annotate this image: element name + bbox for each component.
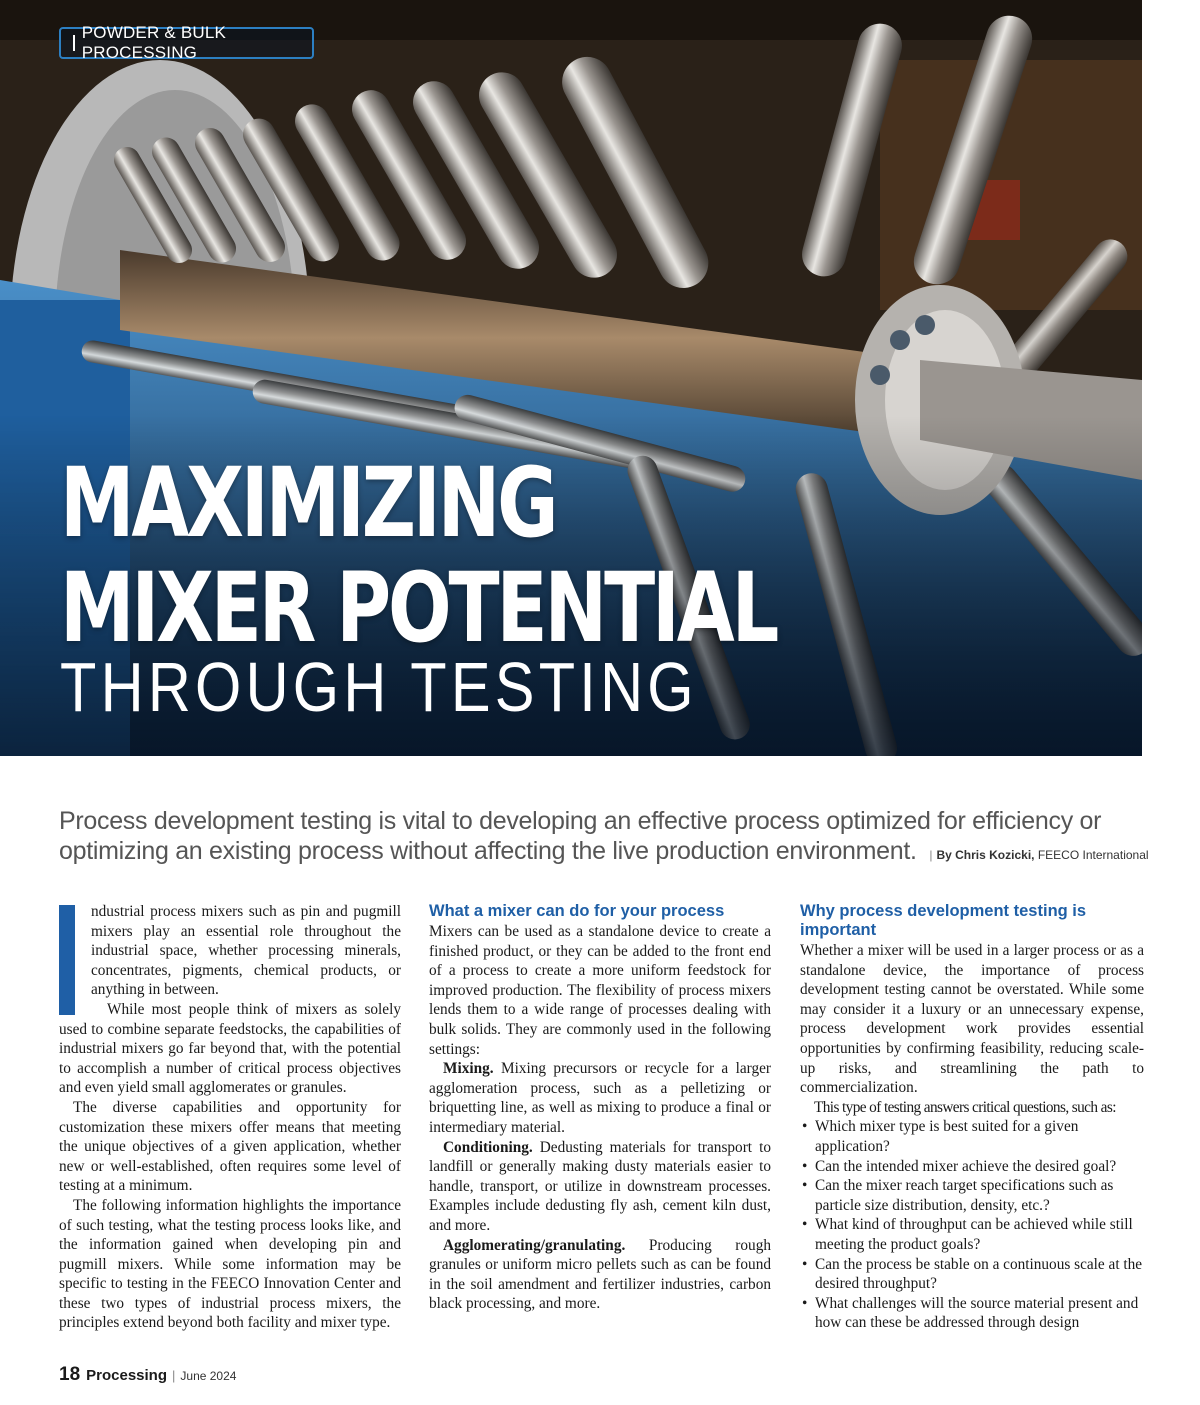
section-tag <box>59 23 314 62</box>
mixing-lead: Mixing. <box>443 1060 494 1078</box>
magazine-name: Processing <box>86 1367 168 1384</box>
list-item: • What challenges will the source material present and how can these be addressed through design <box>800 1294 1144 1333</box>
subhead-what-a-mixer-can-do: What a mixer can do for your process <box>429 902 725 920</box>
column-2 <box>429 902 771 1314</box>
issue-date: June 2024 <box>180 1369 237 1383</box>
mixing-text: Mixing precursors or recycle for a larger agglomeration process, such as a pelletizing or briquetting line, as well as mixing to produce a final or intermediary material. <box>429 1060 771 1136</box>
list-item: • Can the mixer reach target specifications such as particle size distribution, density, etc.? <box>800 1176 1144 1215</box>
list-item: • Can the intended mixer achieve the desired goal? <box>800 1157 1144 1177</box>
agglomerating-lead: Agglomerating/granulating. <box>443 1236 626 1254</box>
byline: | By Chris Kozicki, FEECO International <box>929 848 1149 862</box>
byline-author: By Chris Kozicki, <box>936 848 1035 862</box>
question-list <box>800 1117 1144 1333</box>
dropcap-paragraph <box>59 902 401 1000</box>
column2-agglomerating <box>429 1236 771 1314</box>
column-1 <box>59 902 401 1333</box>
section-tag-label: POWDER & BULK PROCESSING <box>81 23 227 62</box>
conditioning-lead: Conditioning. <box>443 1138 533 1156</box>
column-3 <box>800 902 1144 1333</box>
column3-paragraph-1: Whether a mixer will be used in a larger process or as a standalone device, the importance of process development testing cannot be overstated. While some may consider it a luxury or an unnecessary expense, process development work provides essential opportunities by confirming feasibility, reducing scale-up risks, and streamlining the path to commercialization. <box>800 942 1144 1097</box>
article-deck <box>59 806 1149 870</box>
subhead-why-testing-important: Why process development testing is important <box>800 902 1087 939</box>
column2-intro: Mixers can be used as a standalone device to create a finished product, or they can be added to the front end of a process to create a more uniform feedstock for improved production. The flexibility of process mixers lends them to a wide range of processes dealing with bulk solids. They are commonly used in the following settings: <box>429 923 771 1058</box>
list-item: • Which mixer type is best suited for a given application? <box>800 1117 1144 1156</box>
deck-text: Process development testing is vital to developing an effective process optimized for efficiency or optimizing an existing process without affecting the live production environment. <box>59 807 1102 865</box>
column1-paragraph-2: While most people think of mixers as solely used to combine separate feedstocks, the capabilities of industrial mixers go far beyond that, with the potential to accomplish a number of critical process objectives and even yield small agglomerates or granules. <box>59 1000 401 1097</box>
byline-org: FEECO International <box>1037 848 1149 862</box>
column3-paragraph-2: This type of testing answers critical questions, such as: <box>814 1098 1116 1116</box>
headline-line-2: MIXER POTENTIAL <box>60 552 777 664</box>
agglomerating-text: Producing rough granules or uniform micro pellets such as can be found in the soil amendment and fertilizer industries, carbon black processing, and more. <box>429 1236 771 1313</box>
dropcap-letter-i <box>59 905 75 1015</box>
tag-divider <box>73 35 75 51</box>
list-item: • Can the process be stable on a continuous scale at the desired throughput? <box>800 1255 1144 1294</box>
column2-mixing <box>429 1059 771 1137</box>
column1-paragraph-3: The diverse capabilities and opportunity for customization these mixers offer means that meeting the unique objectives of a given application, whether new or well-established, often requires some level of testing at a minimum. <box>59 1098 401 1195</box>
conditioning-text: Dedusting materials for transport to landfill or generally making dusty materials easier to handle, transport, or utilize in downstream processes. Examples include dedusting fly ash, cement kiln dust, and more. <box>429 1138 771 1234</box>
column1-paragraph-4: The following information highlights the importance of such testing, what the testing process looks like, and the information gained when developing pin and pugmill mixers. While some information may be specific to testing in the FEECO Innovation Center and these two types of industrial process mixers, the principles extend beyond both facility and mixer type. <box>59 1196 401 1332</box>
column2-conditioning <box>429 1138 771 1236</box>
page-number: 18 <box>59 1364 81 1385</box>
list-item: • What kind of throughput can be achieved while still meeting the product goals? <box>800 1215 1144 1254</box>
column1-paragraph-1: ndustrial process mixers such as pin and pugmill mixers play an essential role throughout the industrial space, whether processing minerals, concentrates, pigments, chemical products, or anything in between. <box>91 903 401 999</box>
headline-line-3: THROUGH TESTING <box>60 648 698 726</box>
folio-divider: | <box>172 1368 176 1383</box>
headline-line-1: MAXIMIZING <box>60 447 556 559</box>
page-folio <box>59 1364 236 1386</box>
